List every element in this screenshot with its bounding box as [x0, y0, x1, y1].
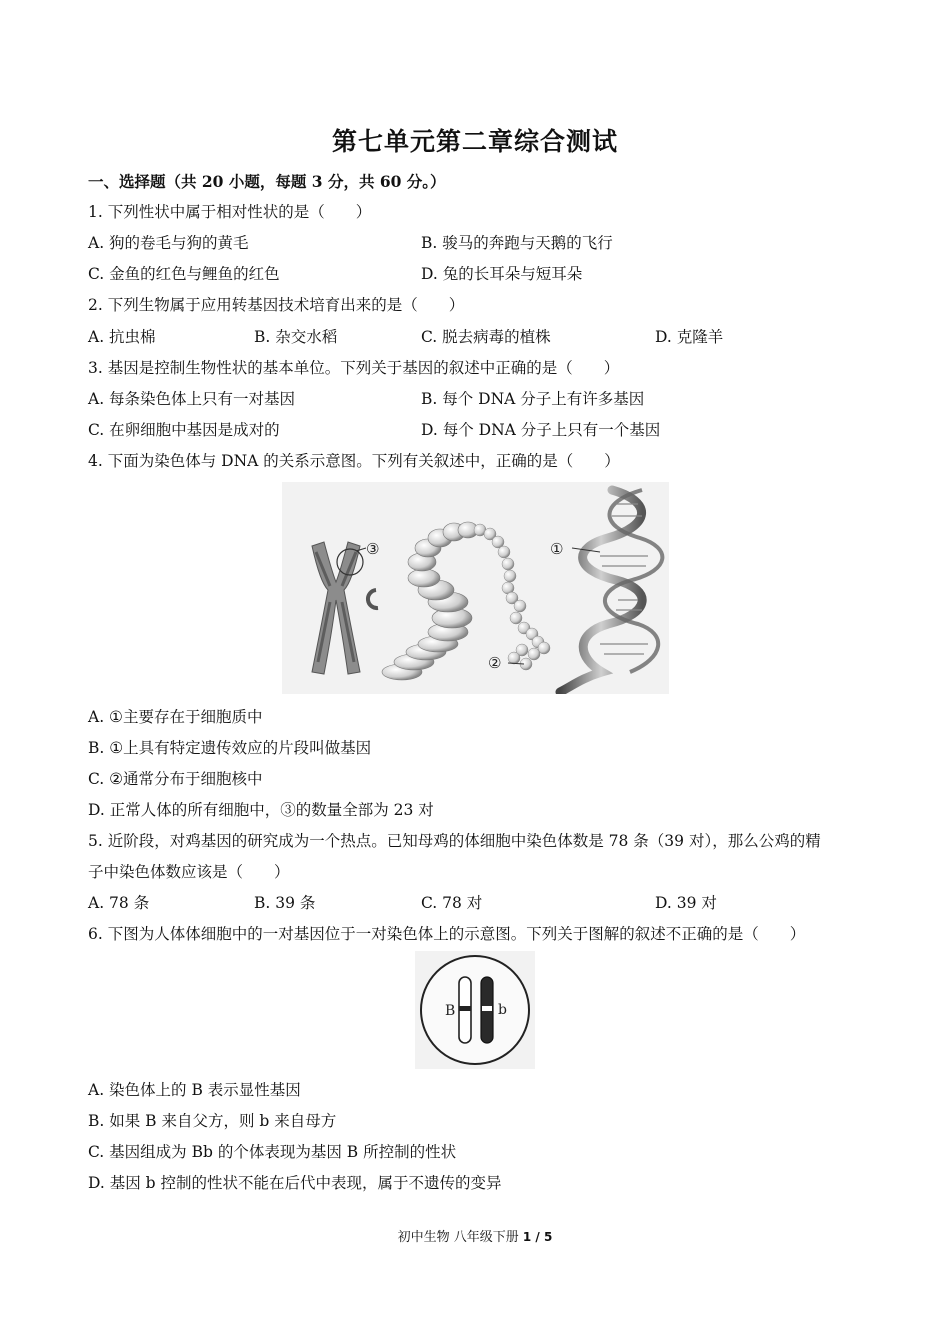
question-5-stem-line1: 5. 近阶段，对鸡基因的研究成为一个热点。已知母鸡的体细胞中染色体数是 78 条（39 对），那么公鸡的精	[88, 832, 821, 850]
question-5-option-d: D. 39 对	[655, 894, 717, 912]
question-6-option-b: B. 如果 B 来自父方，则 b 来自母方	[88, 1112, 337, 1130]
question-3-stem: 3. 基因是控制生物性状的基本单位。下列关于基因的叙述中正确的是（ ）	[88, 359, 620, 377]
question-2-option-d: D. 克隆羊	[655, 328, 724, 346]
page-footer	[0, 1226, 950, 1245]
question-1-option-b: B. 骏马的奔跑与天鹅的飞行	[421, 234, 613, 252]
question-2-option-c: C. 脱去病毒的植株	[421, 328, 551, 346]
gene-pair-diagram	[415, 951, 535, 1069]
label-2: ②	[488, 654, 502, 672]
question-5-option-c: C. 78 对	[421, 894, 483, 912]
question-1-option-d: D. 兔的长耳朵与短耳朵	[421, 265, 583, 283]
question-4-option-c: C. ②通常分布于细胞核中	[88, 770, 263, 788]
question-2-option-b: B. 杂交水稻	[254, 328, 338, 346]
question-4-option-b: B. ①上具有特定遗传效应的片段叫做基因	[88, 739, 372, 757]
question-6-option-c: C. 基因组成为 Bb 的个体表现为基因 B 所控制的性状	[88, 1143, 457, 1161]
question-4-stem: 4. 下面为染色体与 DNA 的关系示意图。下列有关叙述中，正确的是（ ）	[88, 452, 620, 470]
question-1-option-c: C. 金鱼的红色与鲤鱼的红色	[88, 265, 280, 283]
question-6-option-a: A. 染色体上的 B 表示显性基因	[88, 1081, 301, 1099]
gene-b-marker	[482, 1006, 492, 1011]
question-3-option-b: B. 每个 DNA 分子上有许多基因	[421, 390, 645, 408]
question-5-stem-line2: 子中染色体数应该是（ ）	[88, 863, 290, 881]
question-3-option-c: C. 在卵细胞中基因是成对的	[88, 421, 280, 439]
label-gene-b: b	[498, 1002, 507, 1018]
question-4-option-d: D. 正常人体的所有细胞中，③的数量全部为 23 对	[88, 801, 434, 819]
question-1-option-a: A. 狗的卷毛与狗的黄毛	[88, 234, 249, 252]
footer-subject: 初中生物 八年级下册	[397, 1230, 523, 1245]
question-6-option-d: D. 基因 b 控制的性状不能在后代中表现，属于不遗传的变异	[88, 1174, 502, 1192]
question-2-option-a: A. 抗虫棉	[88, 328, 156, 346]
question-3-option-d: D. 每个 DNA 分子上只有一个基因	[421, 421, 661, 439]
question-6-stem: 6. 下图为人体体细胞中的一对基因位于一对染色体上的示意图。下列关于图解的叙述不正确的是（ ）	[88, 925, 806, 943]
question-2-stem: 2. 下列生物属于应用转基因技术培育出来的是（ ）	[88, 296, 465, 314]
label-gene-B: B	[445, 1003, 456, 1019]
question-5-option-a: A. 78 条	[88, 894, 150, 912]
question-1-stem: 1. 下列性状中属于相对性状的是（ ）	[88, 203, 372, 221]
page-number: 1 / 5	[522, 1230, 553, 1244]
question-5-option-b: B. 39 条	[254, 894, 316, 912]
section-heading: 一、选择题（共 20 小题，每题 3 分，共 60 分。）	[88, 172, 446, 191]
label-1: ①	[550, 540, 564, 558]
page-title: 第七单元第二章综合测试	[331, 127, 618, 156]
question-4-option-a: A. ①主要存在于细胞质中	[88, 708, 263, 726]
gene-B-marker	[459, 1006, 471, 1011]
label-3: ③	[366, 540, 380, 558]
chromosome-dna-diagram	[282, 482, 669, 694]
question-3-option-a: A. 每条染色体上只有一对基因	[88, 390, 296, 408]
